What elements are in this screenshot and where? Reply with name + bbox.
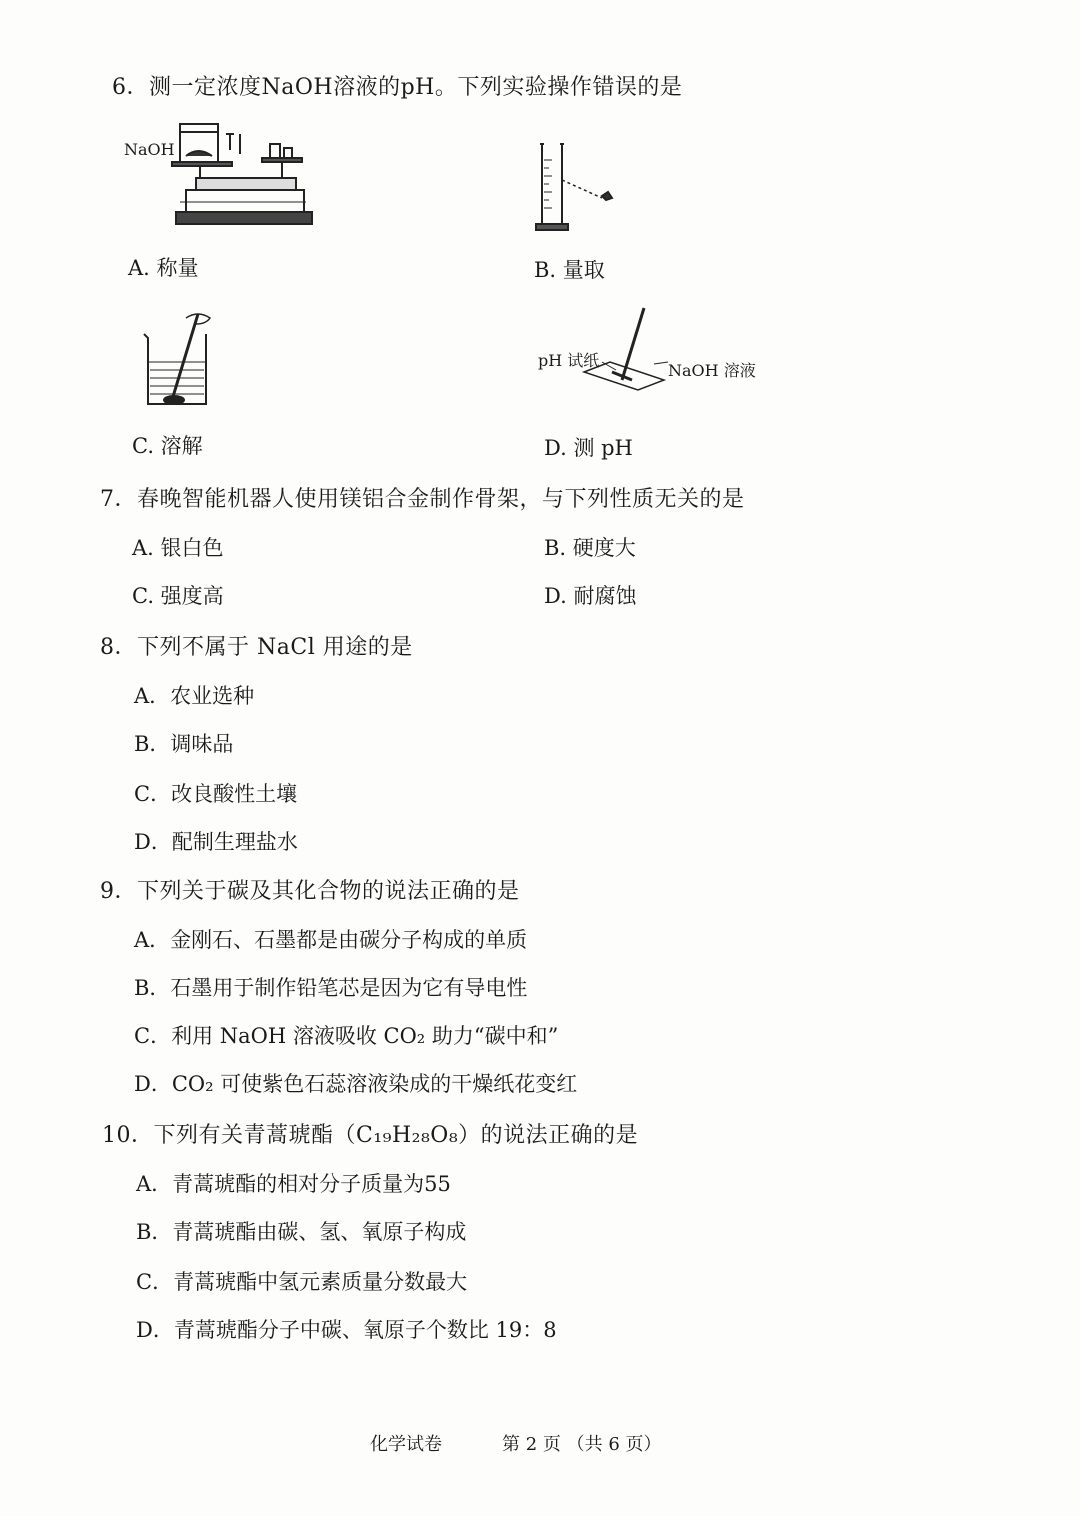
question-8-stem: 8．下列不属于 NaCl 用途的是 xyxy=(100,635,413,660)
figure-balance xyxy=(120,118,310,242)
ph-paper-label: pH 试纸 xyxy=(538,351,600,370)
q6-option-b: B. 量取 xyxy=(534,258,605,282)
q10-option-c: C．青蒿琥酯中氢元素质量分数最大 xyxy=(136,1270,468,1294)
q9-option-b: B．石墨用于制作铅笔芯是因为它有导电性 xyxy=(134,976,528,1000)
q9-option-a: A．金刚石、石墨都是由碳分子构成的单质 xyxy=(134,928,528,952)
q7-option-c: C. 强度高 xyxy=(132,584,224,608)
figure-cylinder xyxy=(530,140,630,239)
q8-option-d: D．配制生理盐水 xyxy=(134,830,298,854)
figure-ph-test xyxy=(536,300,756,404)
q8-option-c: C．改良酸性土壤 xyxy=(134,782,298,806)
figure-beaker xyxy=(138,306,228,415)
q10-option-a: A．青蒿琥酯的相对分子质量为55 xyxy=(136,1172,451,1196)
q10-option-d: D．青蒿琥酯分子中碳、氧原子个数比 19：8 xyxy=(136,1318,557,1342)
question-10-stem: 10．下列有关青蒿琥酯（C₁₉H₂₈O₈）的说法正确的是 xyxy=(102,1123,639,1148)
q8-option-a: A．农业选种 xyxy=(134,684,255,708)
q7-option-a: A. 银白色 xyxy=(132,536,224,560)
q7-option-b: B. 硬度大 xyxy=(544,536,636,560)
naoh-solution-label: NaOH 溶液 xyxy=(668,361,756,380)
measuring-cylinder-icon xyxy=(530,140,630,235)
naoh-label: NaOH xyxy=(124,140,175,159)
q9-option-c: C．利用 NaOH 溶液吸收 CO₂ 助力“碳中和” xyxy=(134,1024,559,1048)
q8-option-b: B．调味品 xyxy=(134,732,234,756)
q6-option-d: D. 测 pH xyxy=(544,436,633,460)
q9-option-d: D．CO₂ 可使紫色石蕊溶液染成的干燥纸花变红 xyxy=(134,1072,578,1096)
balance-icon xyxy=(120,118,310,238)
footer-page-number: 第 2 页 （共 6 页） xyxy=(502,1434,662,1455)
question-9-stem: 9．下列关于碳及其化合物的说法正确的是 xyxy=(100,879,520,904)
beaker-stirring-icon xyxy=(138,306,228,411)
q6-option-c: C. 溶解 xyxy=(132,434,203,458)
q6-option-a: A. 称量 xyxy=(128,256,199,280)
q10-option-b: B．青蒿琥酯由碳、氢、氧原子构成 xyxy=(136,1220,467,1244)
q7-option-d: D. 耐腐蚀 xyxy=(544,584,637,608)
question-6-stem: 6．测一定浓度NaOH溶液的pH。下列实验操作错误的是 xyxy=(112,75,683,100)
footer-subject: 化学试卷 xyxy=(370,1434,442,1455)
question-7-stem: 7．春晚智能机器人使用镁铝合金制作骨架，与下列性质无关的是 xyxy=(100,487,745,512)
